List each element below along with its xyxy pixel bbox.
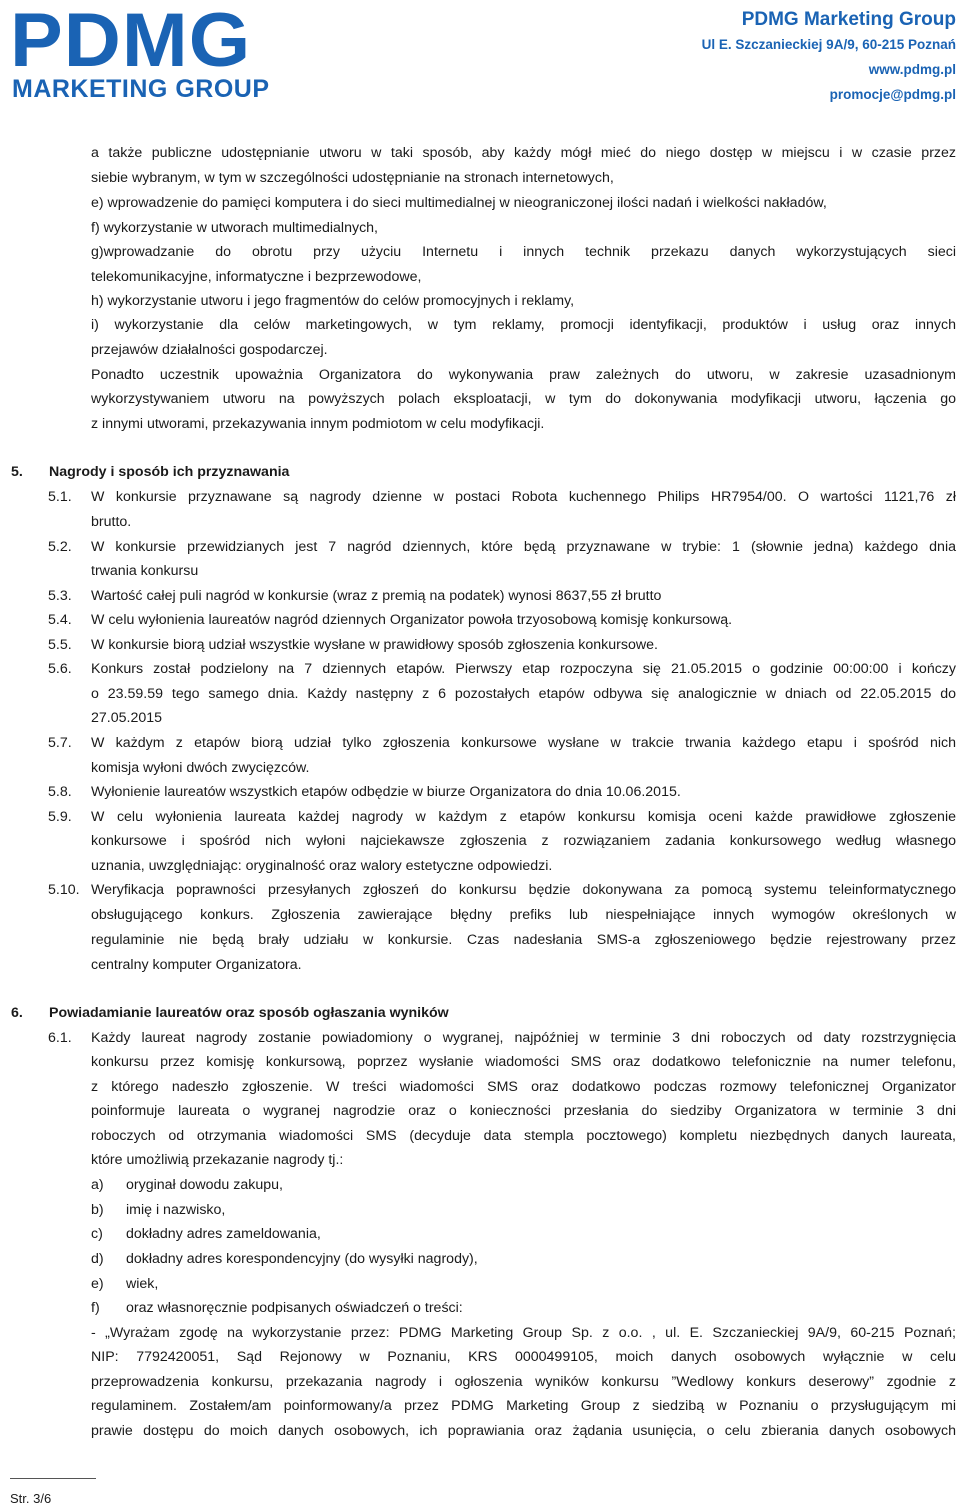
- company-name: PDMG Marketing Group: [741, 9, 956, 30]
- list-item: oryginał dowodu zakupu,: [126, 1177, 283, 1193]
- text-line: W każdym z etapów biorą udział tylko zgłoszenia konkursowe wysłane w trakcie trwania każdego etapu i spośród nich: [91, 735, 956, 751]
- logo-sub-text: MARKETING GROUP: [12, 75, 270, 103]
- section-number: 5.: [11, 464, 23, 480]
- item-number: 5.5.: [48, 637, 72, 653]
- text-line: z którego nadeszło zgłoszenie. W treści wiadomości SMS oraz dodatkowo podczas rozmowy telefonicznej Organizator: [91, 1079, 956, 1095]
- text-line: o 23.59.59 tego samego dnia. Każdy następny z 6 pozostałych etapów odbywa się analogicznie w dniach od 22.05.2015 do: [91, 686, 956, 702]
- text-line: - „Wyrażam zgodę na wykorzystanie przez: PDMG Marketing Group Sp. z o.o. , ul. E. Szczanieckiej 9A/9, 60-215 Poznań;: [91, 1325, 956, 1341]
- item-number: 5.7.: [48, 735, 72, 751]
- contact-block: [702, 8, 956, 107]
- text-line: W konkursie przewidzianych jest 7 nagród dziennych, które będą przyznawane w trybie: 1 (słownie jedna) każdego dnia: [91, 539, 956, 555]
- text-line: Każdy laureat nagrody zostanie powiadomiony o wygranej, najpóźniej w terminie 3 dni roboczych od daty rozstrzygnięcia: [91, 1030, 956, 1046]
- section-number: 6.: [11, 1005, 23, 1021]
- section-title: Powiadamianie laureatów oraz sposób ogłaszania wyników: [49, 1005, 449, 1021]
- text-line: Konkurs został podzielony na 7 dziennych etapów. Pierwszy etap rozpoczyna się 21.05.2015 o godzinie 00:00:00 i kończy: [91, 661, 956, 677]
- text-line: W konkursie przyznawane są nagrody dzienne w postaci Robota kuchennego Philips HR7954/00. O wartości 1121,76 zł: [91, 489, 956, 505]
- company-website[interactable]: www.pdmg.pl: [868, 62, 956, 77]
- text-line: wykorzystywaniem utworu na powyższych polach eksploatacji, w tym do dokonywania modyfikacji utworu, łączenia go: [91, 391, 956, 407]
- text-line: regulaminem. Zostałem/am poinformowany/a przez PDMG Marketing Group z siedzibą w Poznaniu o przysługującym mi: [91, 1398, 956, 1414]
- text-line: komisja wyłoni dwóch zwycięzców.: [91, 760, 310, 776]
- text-line: telekomunikacyjne, informatyczne i bezprzewodowe,: [91, 269, 422, 285]
- text-line: e) wprowadzenie do pamięci komputera i do sieci multimedialnej w nieograniczonej ilości nadań i wielkości nakładów,: [91, 195, 827, 211]
- text-line: W celu wyłonienia laureata każdej nagrody w każdym z etapów konkursu komisja oceni każde prawidłowe zgłoszenie: [91, 809, 956, 825]
- text-line: W konkursie biorą udział wszystkie wysłane w prawidłowy sposób zgłoszenia konkursowe.: [91, 637, 658, 653]
- list-item: wiek,: [126, 1276, 159, 1292]
- text-line: trwania konkursu: [91, 563, 199, 579]
- text-line: h) wykorzystanie utworu i jego fragmentów do celów promocyjnych i reklamy,: [91, 293, 575, 309]
- text-line: brutto.: [91, 514, 132, 530]
- text-line: obsługującego konkurs. Zgłoszenia zawierające błędny prefiks lub niespełniające innych wymogów określonych w: [91, 907, 956, 923]
- section-6-heading: [11, 1004, 449, 1022]
- text-line: prawie dostępu do moich danych osobowych, ich poprawiania oraz żądania usunięcia, o celu zbierania danych osobowych: [91, 1423, 956, 1439]
- text-line: z innymi utworami, przekazywania innym podmiotom w celu modyfikacji.: [91, 416, 545, 432]
- page-number: Str. 3/6: [10, 1491, 52, 1506]
- text-line: przejawów działalności gospodarczej.: [91, 342, 328, 358]
- pdmg-logo: [10, 0, 270, 103]
- item-number: 5.6.: [48, 661, 72, 677]
- text-line: Wartość całej puli nagród w konkursie (wraz z premią na podatek) wynosi 8637,55 zł brutto: [91, 588, 662, 604]
- item-number: 5.1.: [48, 489, 72, 505]
- text-line: f) wykorzystanie w utworach multimedialnych,: [91, 220, 378, 236]
- item-number: 5.3.: [48, 588, 72, 604]
- item-number: 5.4.: [48, 612, 72, 628]
- item-number: 6.1.: [48, 1030, 72, 1046]
- text-line: W celu wyłonienia laureatów nagród dziennych Organizator powoła trzyosobową komisję konkursową.: [91, 612, 733, 628]
- list-marker: a): [91, 1177, 104, 1193]
- item-number: 5.2.: [48, 539, 72, 555]
- list-item: imię i nazwisko,: [126, 1202, 226, 1218]
- text-line: Wyłonienie laureatów wszystkich etapów odbędzie w biurze Organizatora do dnia 10.06.2015.: [91, 784, 681, 800]
- item-number: 5.9.: [48, 809, 72, 825]
- text-line: Weryfikacja poprawności przesyłanych zgłoszeń do konkursu będzie dokonywana za pomocą systemu teleinformatycznego: [91, 882, 956, 898]
- list-item: oraz własnoręcznie podpisanych oświadczeń o treści:: [126, 1300, 463, 1316]
- list-item: dokładny adres zameldowania,: [126, 1226, 321, 1242]
- list-marker: e): [91, 1276, 104, 1292]
- company-address: Ul E. Szczanieckiej 9A/9, 60-215 Poznań: [701, 37, 956, 52]
- text-line: konkursu przez komisję konkursową, poprzez wysłanie wiadomości SMS oraz dodatkowo telefonicznie na numer telefonu,: [91, 1054, 956, 1070]
- text-line: regulaminie nie będą brały udziału w konkursie. Czas nadesłania SMS-a zgłoszeniowego będzie rejestrowany przez: [91, 932, 956, 948]
- text-line: 27.05.2015: [91, 710, 163, 726]
- text-line: uznania, uwzględniając: oryginalność oraz walory estetyczne odpowiedzi.: [91, 858, 553, 874]
- list-marker: d): [91, 1251, 104, 1267]
- text-line: siebie wybranym, w tym w szczególności udostępnianie na stronach internetowych,: [91, 170, 614, 186]
- text-line: centralny komputer Organizatora.: [91, 957, 302, 973]
- list-marker: b): [91, 1202, 104, 1218]
- company-email[interactable]: promocje@pdmg.pl: [829, 87, 956, 102]
- text-line: konkursowe i spośród nich wyłoni najciekawsze zgłoszenia z rozwiązaniem zadania konkursowego według własnego: [91, 833, 956, 849]
- text-line: g)wprowadzanie do obrotu przy użyciu Internetu i innych technik przekazu danych wykorzystujących sieci: [91, 244, 956, 260]
- item-number: 5.8.: [48, 784, 72, 800]
- logo-main-text: PDMG: [10, 0, 252, 83]
- text-line: i) wykorzystanie dla celów marketingowych, w tym reklamy, promocji identyfikacji, produktów i usług oraz innych: [91, 317, 956, 333]
- footer-divider: [10, 1478, 96, 1479]
- list-marker: f): [91, 1300, 100, 1316]
- text-line: NIP: 7792420051, Sąd Rejonowy w Poznaniu, KRS 0000499105, moich danych osobowych wyłącznie w celu: [91, 1349, 956, 1365]
- list-marker: c): [91, 1226, 103, 1242]
- section-title: Nagrody i sposób ich przyznawania: [49, 464, 290, 480]
- text-line: które umożliwią przekazanie nagrody tj.:: [91, 1152, 344, 1168]
- section-5-heading: [11, 463, 289, 481]
- text-line: przeprowadzenia konkursu, przekazania nagrody i ogłoszenia wyników konkursu ”Wedlowy konkurs deserowy” zgodnie z: [91, 1374, 956, 1390]
- text-line: poinformuje laureata o wygranej nagrodzie oraz o konieczności przesłania do siedziby Organizatora w terminie 3 dni: [91, 1103, 956, 1119]
- item-number: 5.10.: [48, 882, 80, 898]
- text-line: a także publiczne udostępnianie utworu w taki sposób, aby każdy mógł mieć do niego dostęp w miejscu i w czasie przez: [91, 145, 956, 161]
- list-item: dokładny adres korespondencyjny (do wysyłki nagrody),: [126, 1251, 478, 1267]
- text-line: Ponadto uczestnik upoważnia Organizatora do wykonywania praw zależnych do utworu, w zakresie uzasadnionym: [91, 367, 956, 383]
- text-line: roboczych od otrzymania wiadomości SMS (decyduje data stempla pocztowego) kompletu niezbędnych danych laureata,: [91, 1128, 956, 1144]
